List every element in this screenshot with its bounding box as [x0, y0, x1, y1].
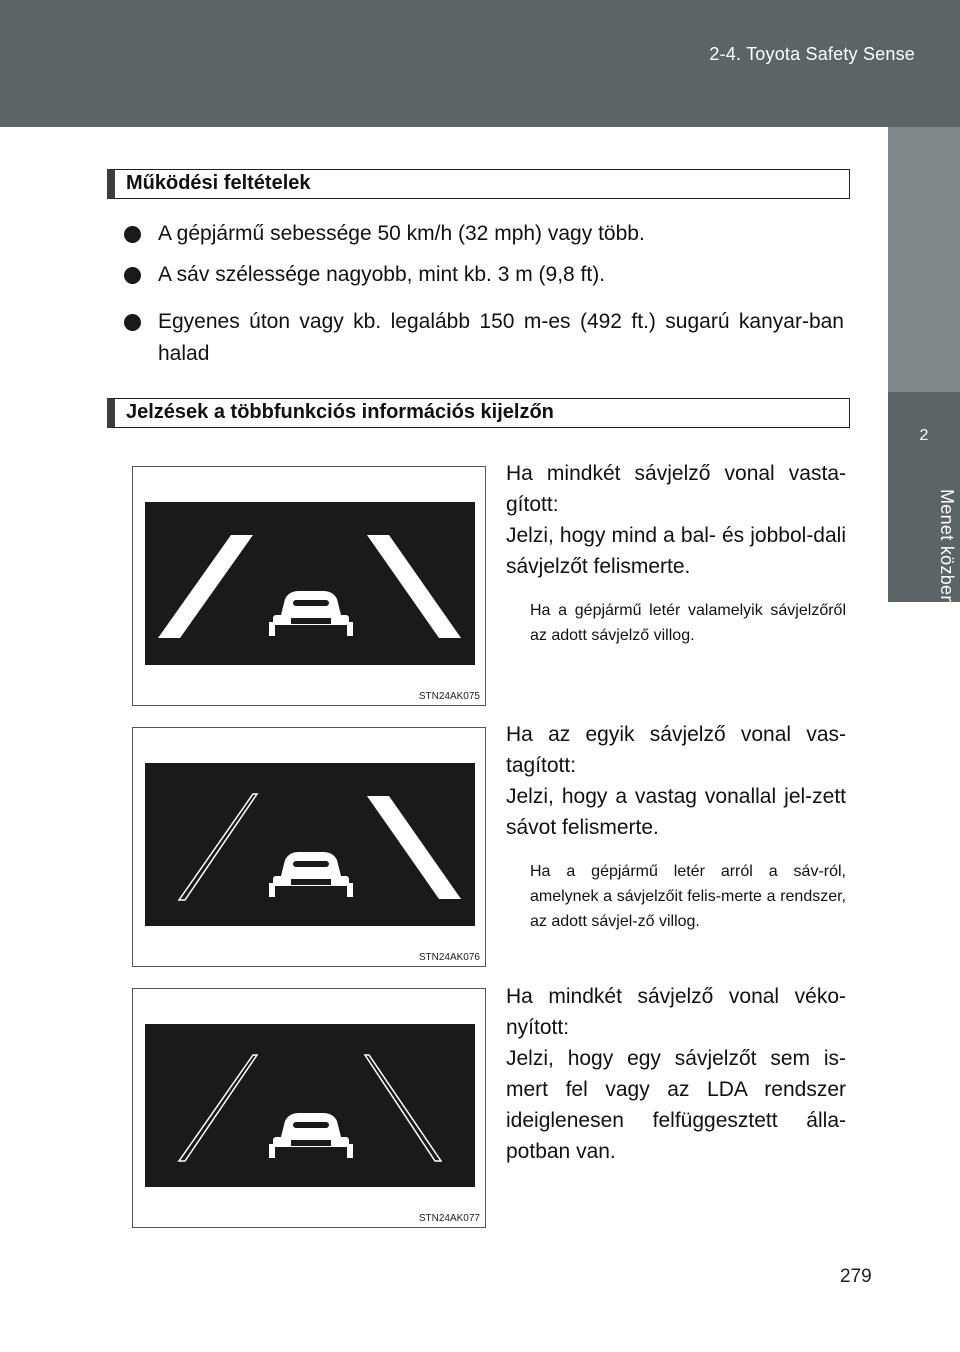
lane-display-screen [133, 467, 487, 707]
lane-display-figure [132, 988, 486, 1228]
conditions-heading: Működési feltételek [107, 169, 850, 199]
lane-display-figure [132, 727, 486, 967]
indication-heading: Ha mindkét sávjelző vonal véko-nyított: [506, 985, 846, 1039]
list-item [124, 259, 844, 291]
bullet-icon [124, 267, 141, 284]
section-title: 2-4. Toyota Safety Sense [709, 44, 915, 64]
bullet-text: Egyenes úton vagy kb. legalább 150 m-es (492 ft.) sugarú kanyar-ban halad [158, 310, 844, 365]
list-item [124, 218, 844, 250]
indication-heading: Ha az egyik sávjelző vonal vas-tagított: [506, 723, 846, 777]
indication-text: Jelzi, hogy mind a bal- és jobbol-dali sávjelzőt felismerte. [506, 524, 846, 578]
indication-note: Ha a gépjármű letér valamelyik sávjelzőről az adott sávjelző villog. [530, 602, 846, 644]
header-band [0, 0, 960, 127]
page-number: 279 [840, 1266, 872, 1287]
chapter-side-tab [888, 127, 960, 1352]
figure-code: STN24AK077 [418, 1213, 480, 1224]
chapter-name: Menet közben [937, 489, 957, 606]
indication-description [506, 719, 846, 843]
indication-text: Jelzi, hogy a vastag vonallal jel-zett sávot felismerte. [506, 785, 846, 839]
lane-display-screen [133, 728, 487, 968]
bullet-icon [124, 226, 141, 243]
lane-display-figure [132, 466, 486, 706]
indication-description [506, 981, 846, 1167]
chapter-number: 2 [919, 427, 929, 444]
indication-text: Jelzi, hogy egy sávjelzőt sem is-mert fel vagy az LDA rendszer ideiglenesen felfüggesztett álla-potban van. [506, 1047, 846, 1163]
lane-display-screen [133, 989, 487, 1229]
indication-heading: Ha mindkét sávjelző vonal vasta-gított: [506, 462, 846, 516]
indication-description [506, 458, 846, 582]
bullet-icon [124, 314, 141, 331]
side-tab-top [888, 127, 960, 392]
bullet-text: A sáv szélessége nagyobb, mint kb. 3 m (9,8 ft). [158, 263, 606, 286]
figure-code: STN24AK075 [418, 691, 480, 702]
bullet-text: A gépjármű sebessége 50 km/h (32 mph) vagy több. [158, 222, 645, 245]
list-item [124, 306, 844, 370]
figure-code: STN24AK076 [418, 952, 480, 963]
indications-heading: Jelzések a többfunkciós információs kijelzőn [107, 398, 850, 428]
indication-note: Ha a gépjármű letér arról a sáv-ról, amelynek a sávjelzőit felis-merte a rendszer, az adott sávjel-ző villog. [530, 863, 846, 930]
